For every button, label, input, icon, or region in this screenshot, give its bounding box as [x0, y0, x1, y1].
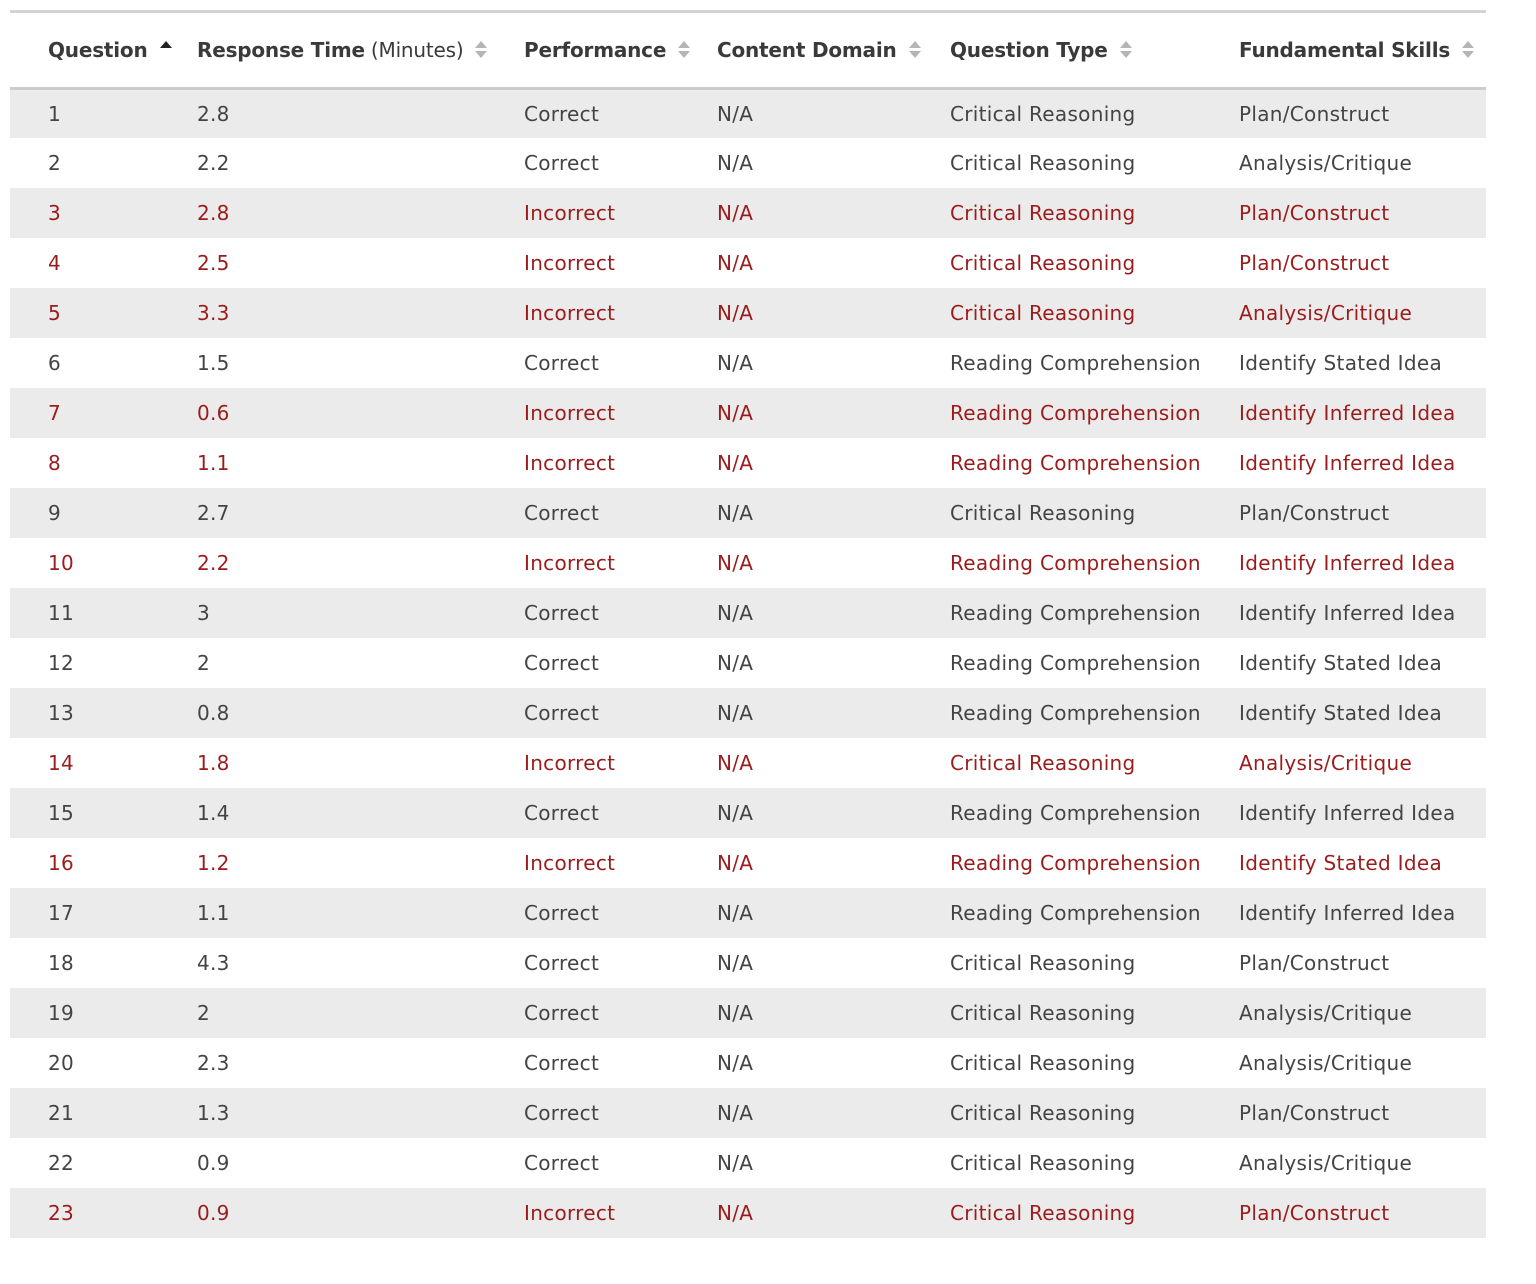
cell-question: 20 — [48, 1051, 75, 1075]
cell-response-time: 2.5 — [197, 251, 230, 275]
cell-question: 3 — [48, 201, 62, 225]
table-row — [10, 1188, 1486, 1238]
cell-question: 11 — [48, 601, 75, 625]
cell-content-domain: N/A — [717, 501, 754, 525]
cell-question: 16 — [48, 851, 75, 875]
cell-content-domain: N/A — [717, 551, 754, 575]
results-table-container — [10, 10, 1486, 1238]
cell-response-time: 0.9 — [197, 1151, 230, 1175]
cell-fundamental-skills: Identify Inferred Idea — [1239, 551, 1456, 575]
cell-question-type: Critical Reasoning — [950, 951, 1136, 975]
cell-performance: Correct — [524, 1101, 600, 1125]
cell-question-type: Reading Comprehension — [950, 701, 1201, 725]
cell-fundamental-skills: Plan/Construct — [1239, 951, 1390, 975]
column-header-response-time[interactable] — [197, 13, 524, 88]
cell-content-domain: N/A — [717, 851, 754, 875]
cell-fundamental-skills: Identify Stated Idea — [1239, 351, 1443, 375]
cell-question: 5 — [48, 301, 62, 325]
column-header-label: Performance — [524, 37, 667, 62]
cell-content-domain: N/A — [717, 1001, 754, 1025]
header-row — [10, 13, 1486, 88]
sort-icon[interactable] — [1120, 39, 1132, 61]
table-row — [10, 138, 1486, 188]
cell-question-type: Critical Reasoning — [950, 1001, 1136, 1025]
cell-performance: Correct — [524, 1001, 600, 1025]
cell-performance: Correct — [524, 1151, 600, 1175]
cell-response-time: 0.9 — [197, 1201, 230, 1225]
sort-icon[interactable] — [678, 39, 690, 61]
cell-fundamental-skills: Identify Inferred Idea — [1239, 601, 1456, 625]
cell-question-type: Reading Comprehension — [950, 651, 1201, 675]
cell-question: 2 — [48, 151, 62, 175]
cell-performance: Correct — [524, 801, 600, 825]
cell-question: 1 — [48, 101, 62, 126]
cell-question-type: Critical Reasoning — [950, 251, 1136, 275]
cell-content-domain: N/A — [717, 801, 754, 825]
cell-performance: Correct — [524, 151, 600, 175]
cell-question: 6 — [48, 351, 62, 375]
cell-question: 13 — [48, 701, 75, 725]
cell-question-type: Critical Reasoning — [950, 1051, 1136, 1075]
cell-response-time: 1.1 — [197, 901, 230, 925]
cell-content-domain: N/A — [717, 351, 754, 375]
cell-response-time: 2.8 — [197, 101, 230, 126]
cell-fundamental-skills: Analysis/Critique — [1239, 1051, 1413, 1075]
column-header-question-type[interactable] — [950, 13, 1239, 88]
cell-performance: Incorrect — [524, 551, 616, 575]
table-row — [10, 338, 1486, 388]
cell-question-type: Reading Comprehension — [950, 551, 1201, 575]
cell-performance: Correct — [524, 901, 600, 925]
cell-response-time: 1.8 — [197, 751, 230, 775]
cell-response-time: 3.3 — [197, 301, 230, 325]
cell-content-domain: N/A — [717, 101, 754, 126]
table-row — [10, 588, 1486, 638]
cell-performance: Incorrect — [524, 251, 616, 275]
column-header-label: Response Time — [197, 37, 365, 62]
cell-question: 8 — [48, 451, 62, 475]
cell-fundamental-skills: Plan/Construct — [1239, 101, 1390, 126]
cell-response-time: 1.2 — [197, 851, 230, 875]
table-row — [10, 888, 1486, 938]
cell-content-domain: N/A — [717, 1101, 754, 1125]
column-header-label: Question Type — [950, 37, 1108, 62]
cell-fundamental-skills: Identify Inferred Idea — [1239, 901, 1456, 925]
cell-response-time: 2.2 — [197, 551, 230, 575]
cell-question: 22 — [48, 1151, 75, 1175]
cell-response-time: 4.3 — [197, 951, 230, 975]
cell-performance: Incorrect — [524, 201, 616, 225]
cell-question-type: Critical Reasoning — [950, 751, 1136, 775]
cell-fundamental-skills: Identify Inferred Idea — [1239, 401, 1456, 425]
cell-fundamental-skills: Identify Stated Idea — [1239, 701, 1443, 725]
cell-performance: Correct — [524, 1051, 600, 1075]
cell-question-type: Reading Comprehension — [950, 451, 1201, 475]
cell-fundamental-skills: Plan/Construct — [1239, 251, 1390, 275]
column-header-performance[interactable] — [524, 13, 717, 88]
cell-response-time: 2 — [197, 651, 211, 675]
cell-fundamental-skills: Plan/Construct — [1239, 501, 1390, 525]
cell-fundamental-skills: Analysis/Critique — [1239, 301, 1413, 325]
cell-fundamental-skills: Plan/Construct — [1239, 201, 1390, 225]
cell-performance: Incorrect — [524, 751, 616, 775]
cell-content-domain: N/A — [717, 401, 754, 425]
table-row — [10, 488, 1486, 538]
cell-question: 23 — [48, 1201, 75, 1225]
cell-performance: Correct — [524, 101, 600, 126]
cell-question-type: Critical Reasoning — [950, 151, 1136, 175]
cell-question-type: Reading Comprehension — [950, 601, 1201, 625]
cell-question: 17 — [48, 901, 75, 925]
cell-content-domain: N/A — [717, 301, 754, 325]
table-body — [10, 88, 1486, 1238]
cell-fundamental-skills: Plan/Construct — [1239, 1101, 1390, 1125]
cell-content-domain: N/A — [717, 1151, 754, 1175]
cell-question-type: Reading Comprehension — [950, 401, 1201, 425]
cell-question: 4 — [48, 251, 62, 275]
column-header-label: Question — [48, 37, 148, 62]
cell-performance: Incorrect — [524, 851, 616, 875]
table-row — [10, 1138, 1486, 1188]
results-table — [10, 13, 1486, 1238]
cell-question-type: Critical Reasoning — [950, 501, 1136, 525]
cell-response-time: 1.5 — [197, 351, 230, 375]
table-row — [10, 238, 1486, 288]
cell-question-type: Critical Reasoning — [950, 101, 1136, 126]
cell-response-time: 2.7 — [197, 501, 230, 525]
cell-question: 15 — [48, 801, 75, 825]
table-header — [10, 13, 1486, 88]
cell-question-type: Reading Comprehension — [950, 351, 1201, 375]
cell-fundamental-skills: Identify Inferred Idea — [1239, 801, 1456, 825]
table-row — [10, 838, 1486, 888]
table-row — [10, 188, 1486, 238]
column-header-label: Fundamental Skills — [1239, 37, 1451, 62]
column-header-label: Content Domain — [717, 37, 897, 62]
sort-icon[interactable] — [1462, 39, 1474, 61]
table-row — [10, 738, 1486, 788]
table-row — [10, 938, 1486, 988]
cell-question: 21 — [48, 1101, 75, 1125]
cell-fundamental-skills: Identify Stated Idea — [1239, 851, 1443, 875]
cell-question: 9 — [48, 501, 62, 525]
cell-question-type: Critical Reasoning — [950, 201, 1136, 225]
cell-question-type: Critical Reasoning — [950, 1101, 1136, 1125]
cell-response-time: 0.6 — [197, 401, 230, 425]
cell-response-time: 1.1 — [197, 451, 230, 475]
cell-fundamental-skills: Identify Inferred Idea — [1239, 451, 1456, 475]
cell-response-time: 1.3 — [197, 1101, 230, 1125]
cell-response-time: 2.3 — [197, 1051, 230, 1075]
cell-fundamental-skills: Identify Stated Idea — [1239, 651, 1443, 675]
cell-fundamental-skills: Analysis/Critique — [1239, 751, 1413, 775]
column-header-question[interactable] — [10, 13, 197, 88]
cell-question-type: Critical Reasoning — [950, 1201, 1136, 1225]
cell-performance: Incorrect — [524, 451, 616, 475]
cell-question-type: Critical Reasoning — [950, 301, 1136, 325]
cell-performance: Correct — [524, 951, 600, 975]
cell-question-type: Reading Comprehension — [950, 901, 1201, 925]
cell-response-time: 0.8 — [197, 701, 230, 725]
cell-content-domain: N/A — [717, 1201, 754, 1225]
cell-question: 10 — [48, 551, 75, 575]
cell-content-domain: N/A — [717, 201, 754, 225]
table-row — [10, 288, 1486, 338]
table-row — [10, 788, 1486, 838]
table-row — [10, 1088, 1486, 1138]
column-header-content-domain[interactable] — [717, 13, 950, 88]
cell-fundamental-skills: Analysis/Critique — [1239, 1001, 1413, 1025]
cell-content-domain: N/A — [717, 1051, 754, 1075]
cell-content-domain: N/A — [717, 251, 754, 275]
cell-content-domain: N/A — [717, 451, 754, 475]
sort-ascending-icon[interactable] — [160, 39, 172, 61]
cell-response-time: 3 — [197, 601, 211, 625]
cell-fundamental-skills: Analysis/Critique — [1239, 1151, 1413, 1175]
column-header-fundamental-skills[interactable] — [1239, 13, 1486, 88]
cell-performance: Incorrect — [524, 301, 616, 325]
cell-question-type: Reading Comprehension — [950, 801, 1201, 825]
cell-content-domain: N/A — [717, 601, 754, 625]
cell-content-domain: N/A — [717, 151, 754, 175]
cell-performance: Correct — [524, 351, 600, 375]
table-row — [10, 1038, 1486, 1088]
cell-fundamental-skills: Analysis/Critique — [1239, 151, 1413, 175]
table-row — [10, 538, 1486, 588]
cell-question: 12 — [48, 651, 75, 675]
cell-response-time: 1.4 — [197, 801, 230, 825]
cell-performance: Correct — [524, 651, 600, 675]
cell-performance: Incorrect — [524, 1201, 616, 1225]
cell-response-time: 2.8 — [197, 201, 230, 225]
cell-content-domain: N/A — [717, 751, 754, 775]
table-row — [10, 88, 1486, 138]
cell-response-time: 2.2 — [197, 151, 230, 175]
cell-content-domain: N/A — [717, 951, 754, 975]
cell-content-domain: N/A — [717, 901, 754, 925]
sort-icon[interactable] — [909, 39, 921, 61]
table-row — [10, 438, 1486, 488]
cell-question: 14 — [48, 751, 75, 775]
cell-performance: Incorrect — [524, 401, 616, 425]
cell-question: 18 — [48, 951, 75, 975]
table-row — [10, 688, 1486, 738]
cell-response-time: 2 — [197, 1001, 211, 1025]
cell-content-domain: N/A — [717, 701, 754, 725]
cell-performance: Correct — [524, 701, 600, 725]
cell-question: 7 — [48, 401, 62, 425]
table-row — [10, 988, 1486, 1038]
cell-fundamental-skills: Plan/Construct — [1239, 1201, 1390, 1225]
cell-performance: Correct — [524, 601, 600, 625]
sort-icon[interactable] — [475, 39, 487, 61]
cell-question-type: Reading Comprehension — [950, 851, 1201, 875]
cell-question-type: Critical Reasoning — [950, 1151, 1136, 1175]
cell-performance: Correct — [524, 501, 600, 525]
table-row — [10, 388, 1486, 438]
cell-content-domain: N/A — [717, 651, 754, 675]
column-header-unit: (Minutes) — [370, 37, 464, 62]
cell-question: 19 — [48, 1001, 75, 1025]
table-row — [10, 638, 1486, 688]
